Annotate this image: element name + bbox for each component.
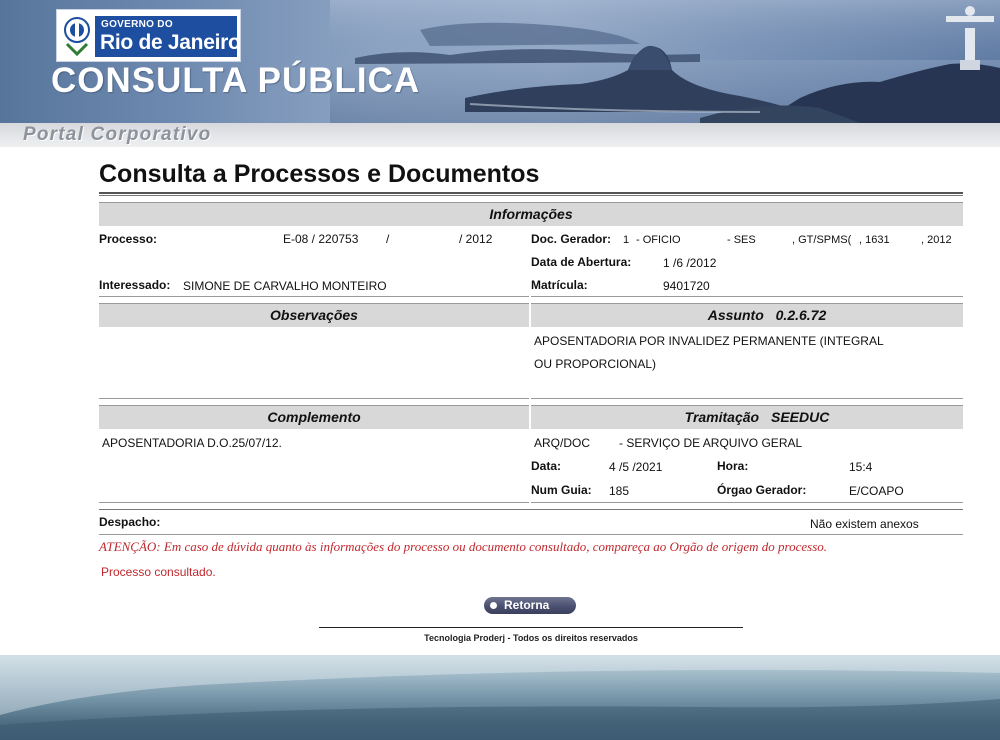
tramitacao-hora-value: 15:4 <box>849 460 873 474</box>
processo-number: E-08 / 220753 <box>283 232 359 246</box>
matricula-value: 9401720 <box>663 279 710 293</box>
header-banner <box>0 0 1000 123</box>
section-header-tramitacao <box>531 405 963 429</box>
doc-gerador-gt: , GT/SPMS( <box>792 234 852 246</box>
doc-gerador-number2: , 1631 <box>859 234 890 246</box>
consult-status: Processo consultado. <box>101 565 216 579</box>
government-logo <box>56 9 241 62</box>
tramitacao-guia-label: Num Guia: <box>531 483 592 497</box>
banner-title: CONSULTA PÚBLICA <box>51 61 421 100</box>
portal-bar <box>0 123 1000 147</box>
retorna-label: Retorna <box>504 598 550 612</box>
page-title: Consulta a Processos e Documentos <box>99 160 540 188</box>
tramitacao-hora-label: Hora: <box>717 459 749 473</box>
tramitacao-arq: ARQ/DOC <box>534 436 591 450</box>
assunto-code: 0.2.6.72 <box>775 307 827 323</box>
title-divider <box>99 192 963 196</box>
processo-year: / 2012 <box>459 232 493 246</box>
tramitacao-orgao-label: Órgao Gerador: <box>717 483 807 497</box>
bottom-decorative-band <box>0 655 1000 740</box>
footer-divider <box>319 627 743 628</box>
info-divider-left <box>99 296 529 297</box>
assunto-text-line2: OU PROPORCIONAL) <box>534 357 657 371</box>
obs-divider-left <box>99 398 529 399</box>
matricula-label: Matrícula: <box>531 278 588 292</box>
despacho-divider-top <box>99 509 963 510</box>
abertura-value: 1 /6 /2012 <box>663 256 717 270</box>
despacho-label: Despacho: <box>99 515 161 529</box>
despacho-divider-bottom <box>99 534 963 535</box>
doc-gerador-number: 1 <box>623 234 630 246</box>
section-header-observacoes: Observações <box>99 303 529 327</box>
assunto-title: Assunto <box>707 307 764 323</box>
doc-gerador-ses: - SES <box>727 234 756 246</box>
main-content <box>99 150 964 650</box>
processo-separator: / <box>386 232 390 246</box>
doc-gerador-label: Doc. Gerador: <box>531 232 612 246</box>
section-header-complemento: Complemento <box>99 405 529 429</box>
tramitacao-org: SEEDUC <box>770 409 830 425</box>
abertura-label: Data de Abertura: <box>531 255 632 269</box>
footer-copyright: Tecnologia Proderj - Todos os direitos reservados <box>424 633 638 643</box>
section-header-assunto <box>531 303 963 327</box>
tramitacao-guia-value: 185 <box>609 484 630 498</box>
tramitacao-title: Tramitação <box>684 409 760 425</box>
doc-gerador-year: , 2012 <box>921 234 952 246</box>
anexos-status: Não existem anexos <box>810 517 919 531</box>
processo-label: Processo: <box>99 232 158 246</box>
tramitacao-orgao-value: E/COAPO <box>849 484 904 498</box>
bottom-wave-decoration <box>0 655 1000 740</box>
assunto-text-line1: APOSENTADORIA POR INVALIDEZ PERMANENTE (INTEGRAL <box>534 334 884 348</box>
info-divider-right <box>531 296 963 297</box>
comp-divider-left <box>99 502 529 503</box>
obs-divider-right <box>531 398 963 399</box>
logo-wordmark <box>95 16 241 57</box>
tramitacao-servico: - SERVIÇO DE ARQUIVO GERAL <box>619 436 803 450</box>
attention-message: ATENÇÃO: Em caso de dúvida quanto às informações do processo ou documento consultado, compareça ao Orgão de origem do processo. <box>99 539 828 554</box>
portal-name: Portal Corporativo <box>23 124 212 145</box>
interessado-label: Interessado: <box>99 278 171 292</box>
doc-gerador-type: - OFICIO <box>636 234 681 246</box>
retorna-button[interactable] <box>484 597 576 614</box>
tramitacao-data-value: 4 /5 /2021 <box>609 460 663 474</box>
logo-subtitle: GOVERNO DO <box>101 19 173 30</box>
interessado-value: SIMONE DE CARVALHO MONTEIRO <box>183 279 387 293</box>
bullet-icon <box>490 602 497 609</box>
complemento-text: APOSENTADORIA D.O.25/07/12. <box>102 436 282 450</box>
section-header-informacoes: Informações <box>99 202 963 226</box>
state-crest-icon <box>61 14 93 58</box>
comp-divider-right <box>531 502 963 503</box>
tramitacao-data-label: Data: <box>531 459 562 473</box>
logo-state-name: Rio de Janeiro <box>100 31 241 54</box>
